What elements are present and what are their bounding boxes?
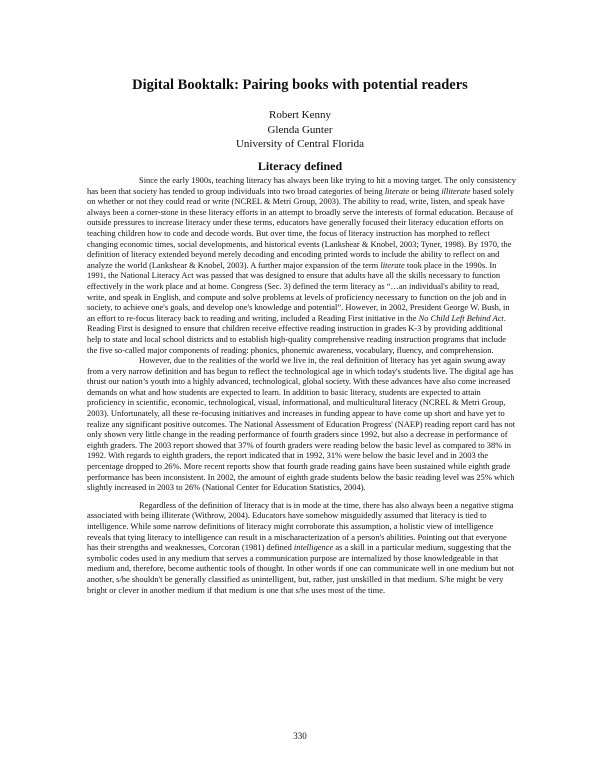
italic-text: literate <box>380 259 405 270</box>
italic-text: No Child Left Behind Act <box>418 312 504 323</box>
italic-text: literate <box>384 185 410 196</box>
author-block <box>100 108 500 152</box>
paragraph-text: Regardless of the definition of literacy that is in mode at the time, there has also always been a negative stigma associated with being illiterate (Withrow, 2004). Educators have somehow misguidedly assumed that literacy is tied to intelligence. While some narrow definitions of literacy might corroborate this assumption, a holistic view of intelligence reveals that tying literacy to intelligence can result in a mischaracterization of a person's abilities. Pointing out that everyone has their strengths and weaknesses, Corcoran (1981) defined <box>87 499 514 553</box>
body-paragraph <box>87 500 517 595</box>
body-paragraph <box>87 355 517 493</box>
paragraph-text: Since the early 1900s, teaching literacy has always been like trying to hit a moving target. The only consistency has been that society has tended to group individuals into two broad categories of being <box>87 175 516 196</box>
paragraph-text: or being <box>409 185 442 196</box>
body-text <box>87 175 517 595</box>
page-number: 330 <box>293 731 307 741</box>
paragraph-text: However, due to the realities of the world we live in, the real definition of literacy has yet again swung away from a very narrow definition and has begun to reflect the technological age in which today's students live. The digital age has thrust our nation’s youth into a highly advanced, technological, global society. With these advances have also come increased demands on what and how students are expected to learn. In addition to basic literacy, students are expected to attain proficiency in scientific, economic, technological, visual, informational, and multicultural literacy (NCREL & Metri Group, 2003). Unfortunately, all these re-focusing initiatives and increases in funding appear to have come up short and have yet to realize any significant positive outcomes. The National Assessment of Education Progress' (NAEP) reading report card has not only shown very little change in the reading performance of fourth graders since 1992, but also a decrease in performance of eighth graders. The 2003 report showed that 37% of fourth graders were reading below the basic level as compared to 38% in 1992. With regards to eighth graders, the report indicated that in 1992, 31% were below the basic level and in 2003 the percentage dropped to 26%. More recent reports show that fourth grade reading gains have been sustained while eighth grade performance has been inconsistent. In 2002, the amount of eighth grade students below the basic reading level was 25% which slightly increased in 2003 to 26% (National Center for Education Statistics, 2004). <box>87 355 516 493</box>
body-paragraph <box>87 175 517 355</box>
paragraph-text: as a skill in a particular medium, suggesting that the symbolic codes used in any medium that serves a communication purpose are internalized by those knowledgeable in that medium and, therefore, become authentic tools of thought. In other words if one can communicate well in one medium but not another, s/he shouldn't be generally classified as unintelligent, but, rather, just unskilled in that medium. S/he might be very bright or clever in another medium if that medium is one that s/he uses most of the time. <box>87 542 515 595</box>
author-name: Glenda Gunter <box>267 123 333 136</box>
paper-title: Digital Booktalk: Pairing books with potential readers <box>132 77 468 93</box>
italic-text: illiterate <box>441 185 471 196</box>
paragraph-text: took place in the 1990s. In 1991, the National Literacy Act was passed that was designed to ensure that adults have all the skills necessary to function effectively in the work place and at home. Congress (Sec. 3) defined the term literacy as “…an individual's ability to read, write, and speak in English, and compute and solve problems at levels of proficiency necessary to function on the job and in society, to achieve one's goals, and develop one's knowledge and potential”. However, in 2002, President George W. Bush, in an effort to re-focus literacy back to reading and writing, included a Reading First initiative in the <box>87 259 510 323</box>
section-heading: Literacy defined <box>257 159 343 173</box>
author-name: Robert Kenny <box>268 109 331 121</box>
paragraph-text: based solely on whether or not they could read or write (NCREL & Metri Group, 2003). The ability to read, write, listen, and speak have always been a corner-stone in these literacy efforts in an attempt to broadly serve the interests of formal education. Because of outside pressures to increase literacy under these terms, educators have generally focused their literacy education efforts on teaching children how to code and decode words. But over time, the focus of literacy instruction has morphed to reflect changing economic times, social developments, and historical events (Lankshear & Knobel, 2003; Tyner, 1998). By 1970, the definition of literacy extended beyond merely decoding and encoding printed words to include the ability to reflect on and analyze the world (Lankshear & Knobel, 2003). A further major expansion of the term <box>87 185 514 270</box>
author-affiliation: University of Central Florida <box>235 138 364 150</box>
paragraph-text: . Reading First is designed to ensure that children receive effective reading instruction in grades K-3 by providing additional help to state and local school districts and to establish high-quality comprehensive reading instruction programs that include the five so-called major components of reading: phonics, phonemic awareness, vocabulary, fluency, and comprehension. <box>87 312 506 355</box>
italic-text: intelligence <box>293 542 334 553</box>
